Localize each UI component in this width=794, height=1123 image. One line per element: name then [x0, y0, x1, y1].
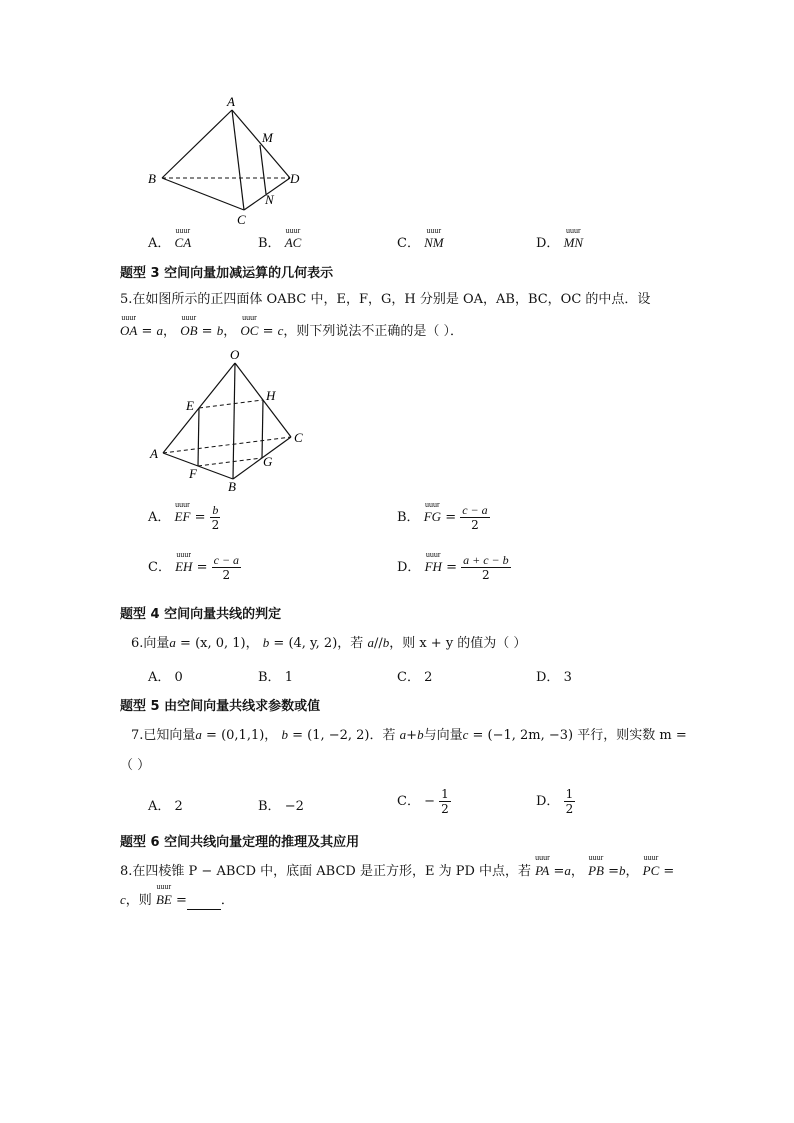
q6-stem: 6.向量a = (x, 0, 1)， b = (4, y, 2)，若 a//b，则 x + y 的值为（ ）: [131, 635, 527, 651]
option-letter: A．: [148, 236, 171, 251]
label-E: E: [186, 398, 194, 413]
q4-option-a[interactable]: [148, 226, 192, 251]
vector-CA: uuur CA: [174, 226, 192, 250]
q6-option-d[interactable]: D． 3: [536, 670, 572, 685]
vector-OC: uuur OC: [240, 313, 259, 338]
q4-option-b[interactable]: [258, 226, 302, 251]
label-N: N: [265, 192, 274, 207]
option-letter: B．: [258, 236, 281, 251]
label-H: H: [266, 388, 276, 403]
segment-EF: [198, 408, 199, 466]
section-heading-6: 题型 6 空间共线向量定理的推理及其应用: [120, 835, 360, 850]
edge-AC: [232, 110, 244, 210]
q7-option-d[interactable]: D． $\frac{1}{2}$: [536, 787, 574, 816]
fraction: $\frac{a + c - b}{2}$: [463, 553, 509, 582]
q5-option-b[interactable]: B． uuur FG = $\frac{c - a}{2}$: [397, 500, 488, 532]
q7-stem-line2: （ ）: [120, 758, 151, 773]
label-F: F: [189, 466, 197, 481]
segment-HG: [262, 400, 263, 458]
tetrahedron-figure-1: [140, 90, 320, 230]
q5-stem-line2: uuur OA = a， uuur OB = b， uuur OC = c，则下列说法不正确的是（ ）．: [120, 313, 464, 339]
vector-OB: uuur OB: [180, 313, 198, 338]
vector-AC: uuur AC: [284, 226, 302, 250]
q4-option-c[interactable]: [397, 226, 444, 251]
answer-blank[interactable]: [187, 897, 221, 910]
vector-EH: uuur EH: [175, 550, 193, 574]
vector-PB: uuur PB: [588, 853, 604, 878]
q7-option-b[interactable]: B． −2: [258, 799, 304, 814]
section-heading-4: 题型 4 空间向量共线的判定: [120, 607, 282, 622]
q5-option-c[interactable]: C． uuur EH = $\frac{c - a}{2}$: [148, 550, 240, 582]
label-A: A: [227, 94, 235, 109]
option-letter: D．: [536, 236, 560, 251]
label-O: O: [230, 347, 240, 362]
q5-option-d[interactable]: D． uuur FH = $\frac{a + c - b}{2}$: [397, 550, 509, 582]
section-heading-5: 题型 5 由空间向量共线求参数或值: [120, 699, 321, 714]
label-C: C: [294, 430, 303, 445]
vector-PA: uuur PA: [535, 853, 550, 878]
fraction: $\frac{b}{2}$: [211, 503, 220, 532]
q4-option-d[interactable]: [536, 226, 584, 251]
q6-option-c[interactable]: C． 2: [397, 670, 433, 685]
edge-AD: [232, 110, 290, 178]
label-D: D: [290, 171, 300, 186]
edge-BC: [162, 178, 244, 210]
q6-option-a[interactable]: A． 0: [148, 670, 183, 685]
fraction: $\frac{c - a}{2}$: [462, 503, 488, 532]
vector-MN: uuur MN: [563, 226, 584, 250]
vector-EF: uuur EF: [174, 500, 191, 524]
label-M: M: [262, 130, 273, 145]
tetrahedron-figure-2: [145, 345, 315, 495]
section-heading-3: 题型 3 空间向量加减运算的几何表示: [120, 266, 334, 281]
q7-option-a[interactable]: A． 2: [148, 799, 183, 814]
vector-NM: uuur NM: [424, 226, 444, 250]
label-B: B: [148, 171, 156, 186]
fraction: $\frac{1}{2}$: [565, 787, 574, 816]
q8-stem-line1: 8.在四棱锥 P − ABCD 中，底面 ABCD 是正方形，E 为 PD 中点，若 uuur PA =a， uuur PB =b， uuur PC =: [120, 853, 675, 879]
q5-option-a[interactable]: A． uuur EF = $\frac{b}{2}$: [148, 500, 220, 532]
q6-option-b[interactable]: B． 1: [258, 670, 293, 685]
vector-BE: uuur BE: [155, 882, 172, 907]
vector-FG: uuur FG: [423, 500, 442, 524]
label-B: B: [228, 479, 236, 494]
label-G: G: [263, 454, 273, 469]
segment-MN: [260, 145, 266, 194]
vector-PC: uuur PC: [642, 853, 660, 878]
fraction: $\frac{1}{2}$: [441, 787, 449, 816]
vector-OA: uuur OA: [120, 313, 138, 338]
q7-option-c[interactable]: C． − $\frac{1}{2}$: [397, 787, 449, 816]
vector-FH: uuur FH: [424, 550, 442, 574]
q5-stem-line1: 5.在如图所示的正四面体 OABC 中，E，F，G，H 分别是 OA，AB，BC，OC 的中点．设: [120, 292, 651, 307]
label-A: A: [150, 446, 158, 461]
segment-EH-hidden: [199, 400, 263, 408]
fraction: $\frac{c - a}{2}$: [213, 553, 240, 582]
edge-AB: [162, 110, 232, 178]
option-letter: C．: [397, 236, 420, 251]
q7-stem-line1: 7.已知向量a = (0,1,1)， b = (1, −2, 2)．若 a+b与向量c = (−1, 2m, −3) 平行，则实数 m =: [131, 727, 687, 743]
label-C: C: [237, 212, 246, 227]
q8-stem-line2: c，则 uuur BE = ．: [120, 882, 234, 908]
